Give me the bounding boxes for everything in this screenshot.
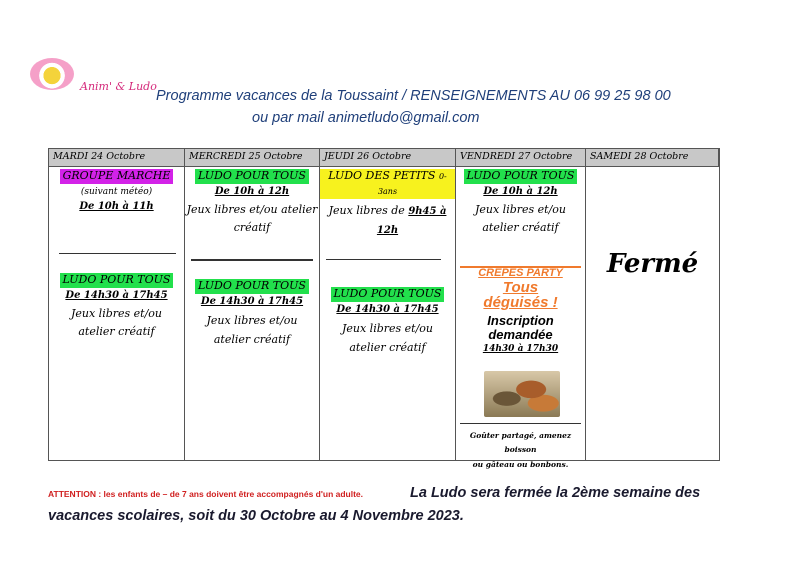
day-header-jeudi: JEUDI 26 Octobre (320, 149, 456, 167)
activity-title: LUDO POUR TOUS (464, 169, 578, 184)
activity-title: LUDO POUR TOUS (60, 273, 174, 288)
activity-time: De 10h à 12h (483, 185, 558, 197)
divider (460, 423, 581, 424)
activity-title: LUDO POUR TOUS (195, 169, 309, 184)
header-line-1: Programme vacances de la Toussaint / RENSEIGNEMENTS AU 06 99 25 98 00 (156, 88, 671, 104)
activity-title: LUDO POUR TOUS (331, 287, 445, 302)
activity-desc: Jeux libres de (328, 203, 405, 217)
activity-title: LUDO DES PETITS 0-3ans (320, 169, 455, 199)
column-jeudi (320, 167, 456, 460)
divider (191, 259, 313, 261)
schedule-table (48, 148, 720, 469)
activity-desc: Jeux libres et/ou atelier (186, 202, 318, 216)
column-mercredi (185, 167, 320, 460)
activity-title: LUDO POUR TOUS (195, 279, 309, 294)
column-vendredi (456, 167, 586, 469)
activity-desc: atelier créatif (482, 220, 559, 234)
attention-note: ATTENTION : les enfants de – de 7 ans doivent être accompagnés d'un adulte. (48, 489, 364, 499)
activity-time: De 14h30 à 17h45 (336, 303, 439, 315)
activity-desc: créatif (233, 220, 271, 234)
activity-title: GROUPE MARCHE (60, 169, 174, 184)
activity-time: De 10h à 12h (214, 185, 290, 197)
divider (326, 259, 441, 260)
closure-notice-1: La Ludo sera fermée la 2ème semaine des (410, 485, 701, 501)
closed-status: Fermé (606, 249, 699, 279)
header-line-2: ou par mail animetludo@gmail.com (252, 110, 480, 126)
activity-age: 0-3ans (377, 172, 447, 196)
logo-text: Anim' & Ludo (80, 80, 157, 93)
gouter-note-2: ou gâteau ou bonbons. (472, 459, 569, 469)
column-mardi (49, 167, 185, 460)
gouter-note-1: Goûter partagé, amenez boisson (469, 431, 572, 455)
activity-desc: Jeux libres et/ou (206, 313, 298, 327)
inscription-line-1: Inscription (487, 313, 554, 329)
activity-time: De 14h30 à 17h45 (65, 289, 168, 301)
activity-note: (suivant météo) (80, 186, 153, 197)
divider (59, 253, 176, 254)
closure-notice-2: vacances scolaires, soit du 30 Octobre au 4 Novembre 2023. (48, 508, 464, 524)
activity-desc: atelier créatif (349, 340, 426, 354)
inscription-line-2: demandée (488, 326, 553, 342)
logo (30, 58, 157, 98)
column-samedi (586, 167, 719, 460)
activity-desc: Jeux libres et/ou (341, 321, 434, 335)
activity-time: 9h45 à 12h (376, 205, 447, 236)
crepe-party-title: CREPES PARTY (478, 267, 563, 279)
activity-time: De 14h30 à 17h45 (200, 295, 304, 307)
logo-badge (30, 58, 74, 90)
day-header-vendredi: VENDREDI 27 Octobre (456, 149, 586, 167)
activity-time: De 10h à 11h (79, 200, 154, 212)
activity-desc: Jeux libres et/ou (474, 202, 567, 216)
day-header-mardi: MARDI 24 Octobre (49, 149, 185, 167)
day-header-samedi: SAMEDI 28 Octobre (586, 149, 719, 167)
activity-time: 14h30 à 17h30 (482, 344, 559, 355)
crepes-photo (484, 371, 560, 417)
activity-desc: atelier créatif (213, 332, 291, 346)
crepe-deguises: déguisés ! (483, 294, 558, 312)
activity-desc: Jeux libres et/ou (70, 306, 163, 320)
activity-desc: atelier créatif (78, 324, 155, 338)
day-header-mercredi: MERCREDI 25 Octobre (185, 149, 320, 167)
crepe-tous: Tous (502, 278, 539, 296)
